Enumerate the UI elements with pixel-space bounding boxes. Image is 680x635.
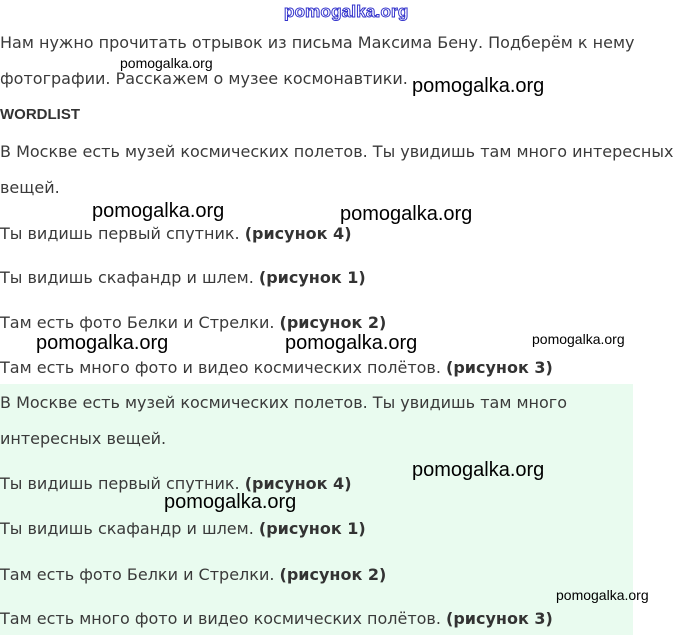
top-sentence-photos-videos <box>0 358 553 377</box>
top-sentence-satellite <box>0 224 352 243</box>
watermark: pomogalka.org <box>340 203 473 225</box>
sentence-text: Ты видишь первый спутник. <box>0 224 245 243</box>
answer-panel <box>0 384 633 635</box>
answer-sentence-spacesuit <box>0 519 366 538</box>
watermark: pomogalka.org <box>120 55 213 71</box>
top-paragraph-line-2: вещей. <box>0 178 60 197</box>
picture-reference: (рисунок 4) <box>244 474 352 493</box>
picture-reference: (рисунок 1) <box>258 268 366 287</box>
watermark: pomogalka.org <box>412 459 545 481</box>
top-sentence-belka-strelka <box>0 313 386 332</box>
watermark: pomogalka.org <box>164 491 297 513</box>
top-paragraph-line-1: В Москве есть музей космических полетов. Ты увидишь там много интересных <box>0 142 674 161</box>
picture-reference: (рисунок 2) <box>279 313 387 332</box>
picture-reference: (рисунок 1) <box>258 519 366 538</box>
top-sentence-spacesuit <box>0 268 366 287</box>
answer-paragraph-line-2: интересных вещей. <box>0 429 167 448</box>
watermark: pomogalka.org <box>36 332 169 354</box>
sentence-text: Там есть много фото и видео космических полётов. <box>0 609 447 628</box>
picture-reference: (рисунок 4) <box>244 224 352 243</box>
intro-line-2: фотографии. Расскажем о музее космонавтики. <box>0 69 408 88</box>
watermark: pomogalka.org <box>285 332 418 354</box>
watermark: pomogalka.org <box>532 331 625 347</box>
answer-paragraph-line-1: В Москве есть музей космических полетов. Ты увидишь там много <box>0 393 567 412</box>
sentence-text: Ты видишь скафандр и шлем. <box>0 268 259 287</box>
wordlist-heading: WORDLIST <box>0 106 80 123</box>
watermark: pomogalka.org <box>412 75 545 97</box>
picture-reference: (рисунок 3) <box>446 609 553 628</box>
answer-sentence-belka-strelka <box>0 565 386 584</box>
watermark: pomogalka.org <box>556 587 649 603</box>
picture-reference: (рисунок 2) <box>279 565 387 584</box>
sentence-text: Там есть фото Белки и Стрелки. <box>0 313 280 332</box>
sentence-text: Ты видишь первый спутник. <box>0 474 245 493</box>
sentence-text: Ты видишь скафандр и шлем. <box>0 519 259 538</box>
answer-sentence-photos-videos <box>0 609 553 628</box>
watermark: pomogalka.org <box>92 200 225 222</box>
sentence-text: Там есть много фото и видео космических полётов. <box>0 358 447 377</box>
watermark-outlined: pomogalka.org <box>284 2 409 21</box>
sentence-text: Там есть фото Белки и Стрелки. <box>0 565 280 584</box>
picture-reference: (рисунок 3) <box>446 358 553 377</box>
intro-line-1: Нам нужно прочитать отрывок из письма Максима Бену. Подберём к нему <box>0 33 635 52</box>
